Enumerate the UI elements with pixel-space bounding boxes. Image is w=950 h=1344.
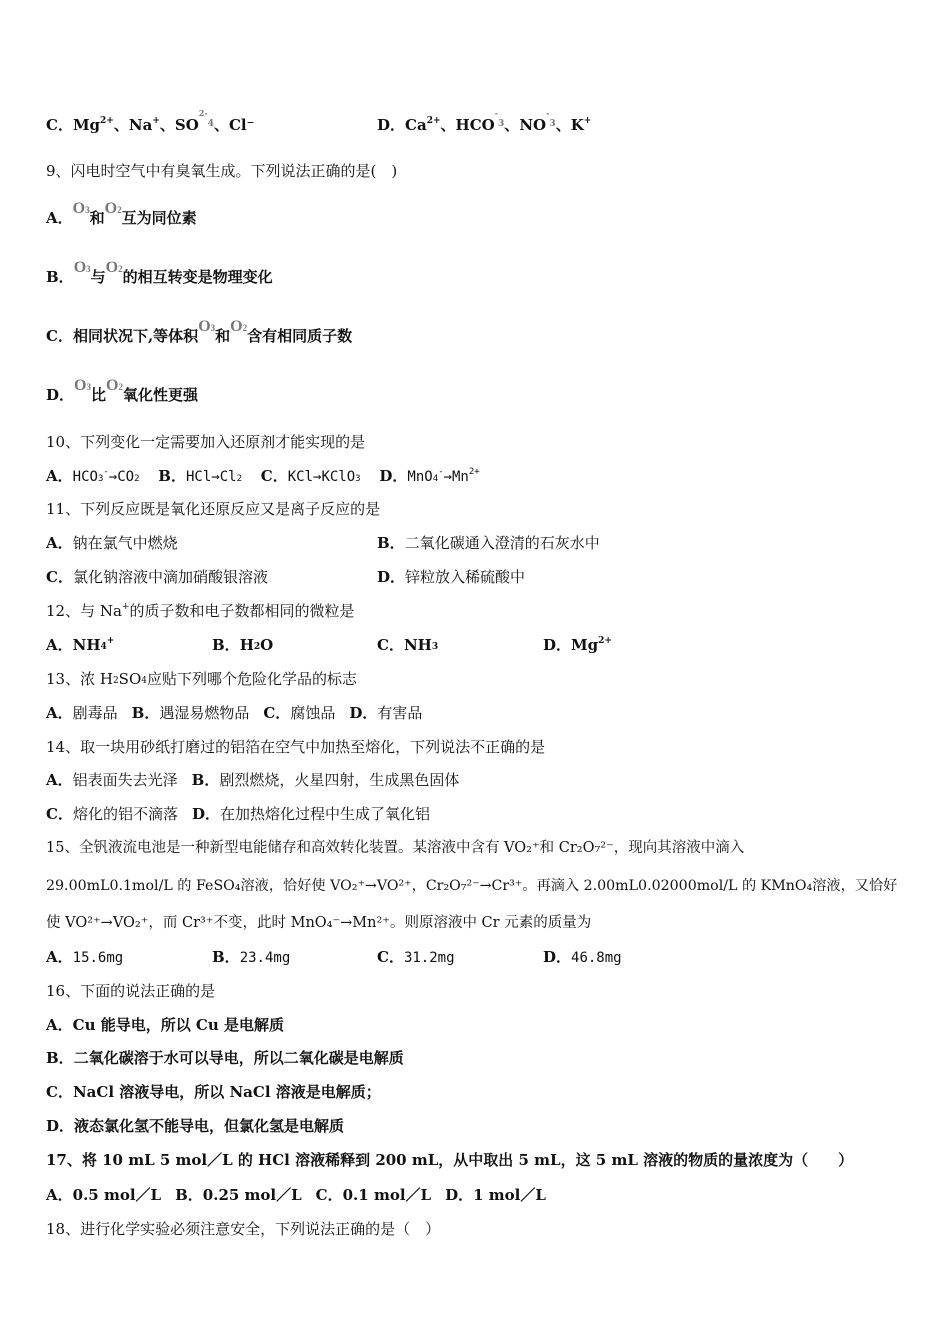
q14-options-cd [46,804,444,824]
q10-option-a[interactable]: A．$HCO_3^-\to CO_2$ [46,467,140,485]
q15-stem-line3: 使 VO²⁺→VO₂⁺，而 Cr³⁺不变，此时 MnO₄⁻→Mn²⁺。则原溶液中 Cr 元素的质量为 [46,915,592,931]
q11-stem: 11、下列反应既是氧化还原反应又是离子反应的是 [46,500,381,518]
o2-formula: O2 [105,377,123,394]
q13-stem: 13、浓 $H_2SO_4$应贴下列哪个危险化学品的标志 [46,670,357,688]
q15-stem-line2: 29.00mL0.1mol/L 的 FeSO₄溶液，恰好使 VO₂⁺→VO²⁺，Cr₂O₇²⁻→Cr³⁺。再滴入 2.00mL0.02000mol/L 的 KMnO₄溶液，又恰好 [46,878,898,894]
q13-option-c[interactable]: C．腐蚀品 [263,704,336,722]
q18-stem: 18、进行化学实验必须注意安全，下列说法正确的是（ ） [46,1220,441,1238]
q13-option-a[interactable]: A．剧毒品 [46,704,118,722]
q9-option-b[interactable]: B．O3与O2的相互转变是物理变化 [46,259,273,286]
o3-formula: O3 [74,377,91,394]
q15-option-a[interactable]: A．15.6mg [46,948,124,966]
q9-option-a[interactable]: A．O3和O2互为同位素 [46,200,197,227]
q13-option-b[interactable]: B．遇湿易燃物品 [131,704,250,722]
q14-option-d[interactable]: D．在加热熔化过程中生成了氧化铝 [191,805,430,823]
q10-option-d[interactable]: D．$MnO_4^-\to Mn^{2+}$ [379,467,480,485]
q17-option-d[interactable]: D．1 mol／L [445,1186,546,1204]
q10-option-b[interactable]: B．$HCl\to Cl_2$ [158,467,242,485]
q15-option-b[interactable]: B．23.4mg [212,948,291,966]
o3-formula: O3 [73,259,91,276]
q11-option-b[interactable]: B．二氧化碳通入澄清的石灰水中 [377,534,600,552]
q17-stem: 17、将 10 mL 5 mol／L 的 HCl 溶液稀释到 200 mL，从中取出 5 mL，这 5 mL 溶液的物质的量浓度为（ ） [46,1151,854,1169]
q14-option-a[interactable]: A．铝表面失去光泽 [46,771,178,789]
q14-option-c[interactable]: C．熔化的铝不滴落 [46,805,178,823]
q9-option-c[interactable]: C．相同状况下,等体积O3和O2含有相同质子数 [46,318,353,345]
q14-stem: 14、取一块用砂纸打磨过的铝箔在空气中加热至熔化，下列说法不正确的是 [46,738,546,756]
option-label: C． [46,116,73,134]
q8-option-d[interactable]: D．$Ca^{2+}$、$HCO^{-3}$、$NO^{-3}$、K+ [377,108,592,134]
q12-option-c[interactable]: C．$NH_3$ [377,636,439,654]
q12-option-a[interactable]: A．$NH_4^+$ [46,636,115,654]
q9-stem: 9、闪电时空气中有臭氧生成。下列说法正确的是( ) [46,162,398,180]
q12-option-d[interactable]: D．$Mg^{2+}$ [543,636,612,654]
q17-options [46,1185,560,1205]
q11-option-d[interactable]: D．锌粒放入稀硫酸中 [377,568,526,586]
q10-options [46,466,494,487]
q15-stem-line1: 15、全钒液流电池是一种新型电能储存和高效转化装置。某溶液中含有 VO₂⁺和 Cr₂O₇²⁻，现向其溶液中滴入 [46,840,745,856]
q15-option-c[interactable]: C．31.2mg [377,948,455,966]
o3-formula: O3 [72,200,90,217]
q13-option-d[interactable]: D．有害品 [349,704,423,722]
q12-stem: 12、与 Na+的质子数和电子数都相同的微粒是 [46,602,355,620]
q14-option-b[interactable]: B．剧烈燃烧，火星四射，生成黑色固体 [191,771,460,789]
q13-options [46,703,436,723]
q12-option-b[interactable]: B．$H_2O$ [212,636,274,654]
q16-option-a[interactable]: A．Cu 能导电，所以 Cu 是电解质 [46,1016,284,1034]
q17-option-a[interactable]: A．0.5 mol／L [46,1186,162,1204]
option-label: D． [377,116,406,134]
q17-option-b[interactable]: B．0.25 mol／L [175,1186,302,1204]
o2-formula: O2 [104,200,122,217]
o2-formula: O2 [105,259,123,276]
o2-formula: O2 [230,318,248,335]
q15-option-d[interactable]: D．46.8mg [543,948,622,966]
q10-stem: 10、下列变化一定需要加入还原剂才能实现的是 [46,433,366,451]
q11-option-c[interactable]: C．氯化钠溶液中滴加硝酸银溶液 [46,568,268,586]
q14-options-ab [46,770,473,790]
o3-formula: O3 [198,318,216,335]
q16-option-b[interactable]: B．二氧化碳溶于水可以导电，所以二氧化碳是电解质 [46,1049,404,1067]
q10-option-c[interactable]: C．KCl→KClO$_3$ [260,467,361,485]
q17-option-c[interactable]: C．0.1 mol／L [315,1186,432,1204]
q9-option-d[interactable]: D．O3比O2氧化性更强 [46,377,198,404]
q16-option-c[interactable]: C．NaCl 溶液导电，所以 NaCl 溶液是电解质； [46,1083,381,1101]
q16-stem: 16、下面的说法正确的是 [46,982,216,1000]
q11-option-a[interactable]: A．钠在氯气中燃烧 [46,534,178,552]
q8-option-c[interactable]: C．$Mg^{2+}$、Na+、SO$^{2-4}$、Cl⁻ [46,108,255,134]
q16-option-d[interactable]: D．液态氯化氢不能导电，但氯化氢是电解质 [46,1117,345,1135]
